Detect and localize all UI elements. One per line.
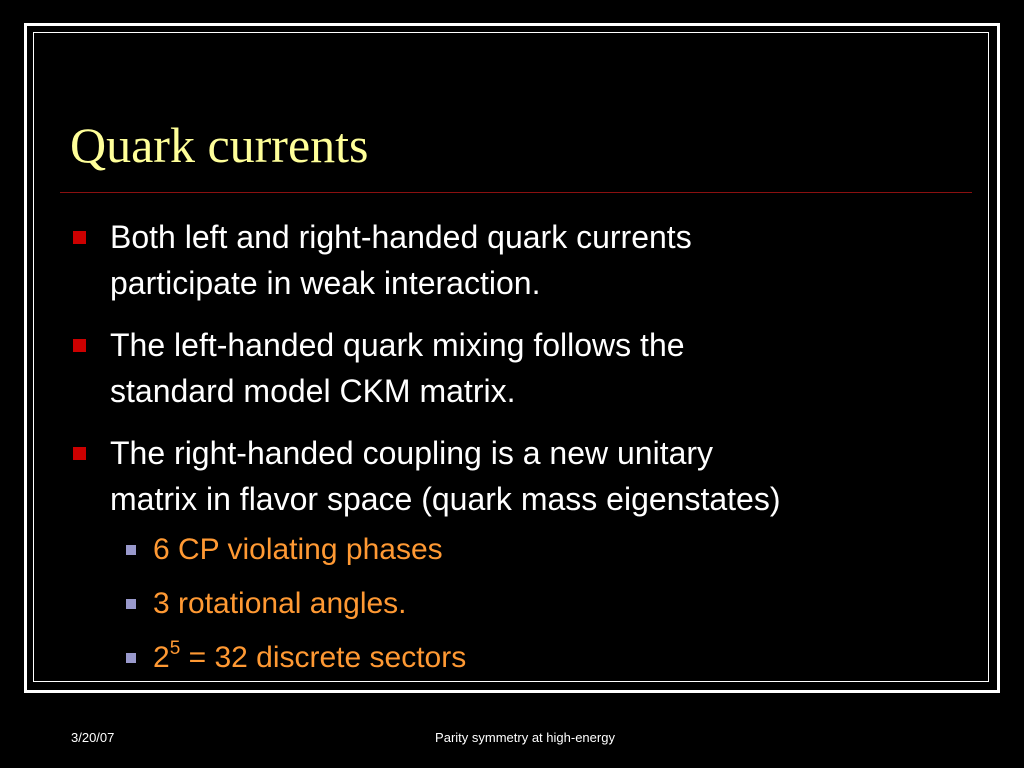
sub-bullet-base: 2: [153, 641, 170, 674]
small-square-bullet-icon: [126, 599, 136, 609]
square-bullet-icon: [73, 339, 86, 352]
footer-date: 3/20/07: [71, 730, 115, 745]
bullet-text-line: matrix in flavor space (quark mass eigenstates): [110, 481, 781, 517]
footer-title: Parity symmetry at high-energy: [435, 730, 615, 745]
bullet-text-line: The right-handed coupling is a new unitary: [110, 435, 714, 471]
bullet-item: [0, 322, 1024, 414]
sub-bullet-text: 3 rotational angles.: [153, 587, 407, 620]
sub-bullet-superscript: 5: [169, 638, 181, 659]
title-divider: [60, 192, 972, 193]
small-square-bullet-icon: [126, 545, 136, 555]
bullet-text-line: Both left and right-handed quark currents: [110, 219, 692, 255]
bullet-text-line: standard model CKM matrix.: [110, 373, 516, 409]
bullet-list: [0, 214, 1024, 538]
sub-bullet-item: [0, 635, 1024, 680]
bullet-text-line: The left-handed quark mixing follows the: [110, 327, 685, 363]
slide-title: Quark currents: [70, 117, 369, 173]
bullet-item: [0, 214, 1024, 306]
sub-bullet-text: 6 CP violating phases: [153, 533, 443, 566]
sub-bullet-list: [0, 527, 1024, 689]
bullet-text-line: participate in weak interaction.: [110, 265, 541, 301]
square-bullet-icon: [73, 447, 86, 460]
small-square-bullet-icon: [126, 653, 136, 663]
sub-bullet-item: [0, 581, 1024, 626]
square-bullet-icon: [73, 231, 86, 244]
sub-bullet-text: = 32 discrete sectors: [180, 641, 467, 674]
bullet-item: [0, 430, 1024, 522]
sub-bullet-item: [0, 527, 1024, 572]
